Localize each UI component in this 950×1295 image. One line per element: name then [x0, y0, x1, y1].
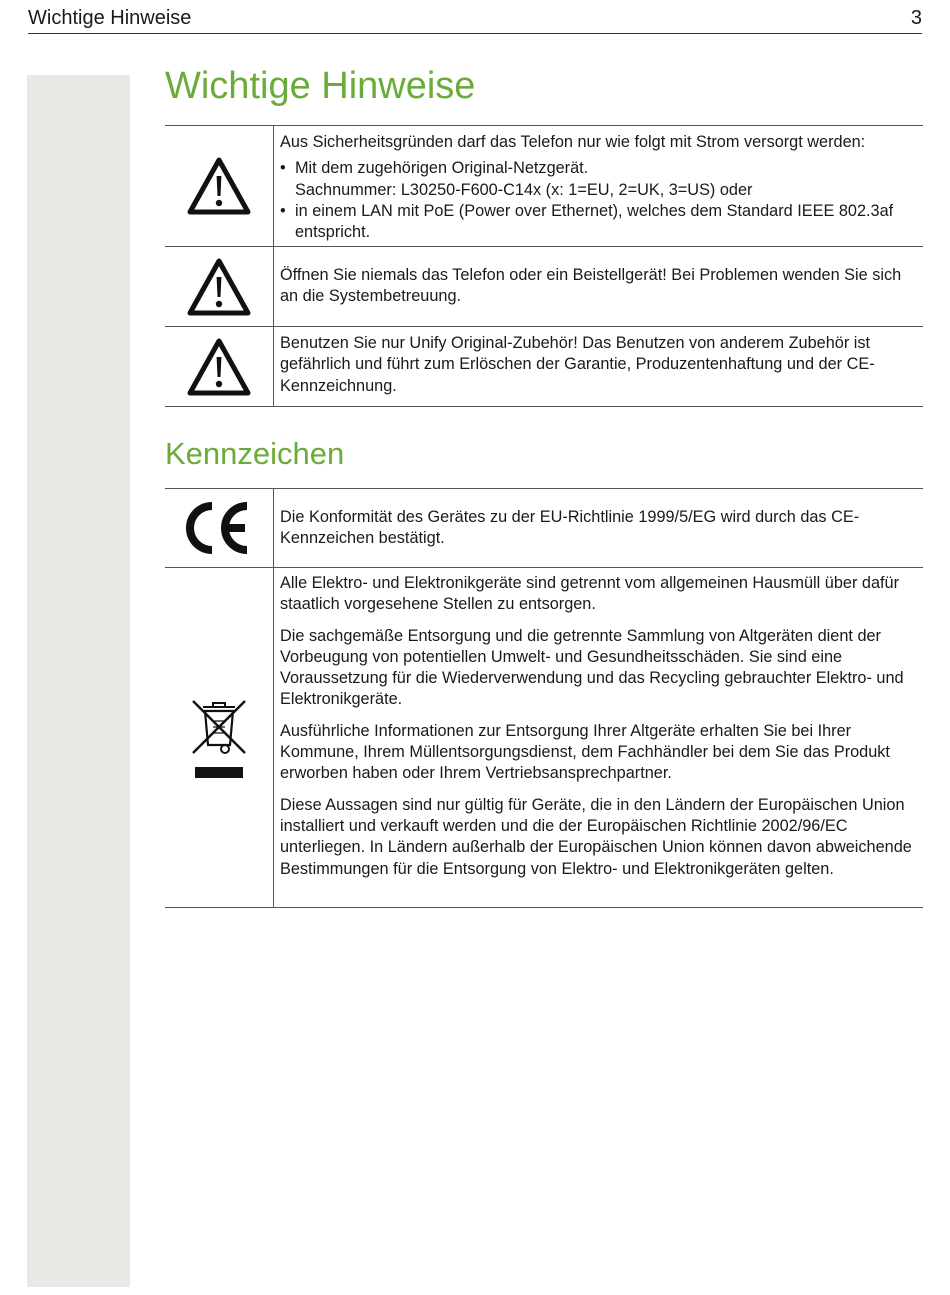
page-number: 3: [910, 7, 922, 29]
warning-icon: [165, 327, 274, 406]
notice-text: Öffnen Sie niemals das Telefon oder ein Beistellgerät! Bei Problemen wenden Sie sich an die Systembetreuung.: [280, 266, 902, 306]
notice-row-power-supply: [165, 126, 923, 247]
marking-text: Die Konformität des Gerätes zu der EU-Richtlinie 1999/5/EG wird durch das CE-Kennzeichen bestätigt.: [280, 508, 860, 548]
power-options-list: [280, 158, 923, 243]
weee-crossed-bin-icon: [165, 568, 274, 907]
weee-paragraph: Ausführliche Informationen zur Entsorgung Ihrer Altgeräte erhalten Sie bei Ihrer Kommune, Ihrem Müllentsorgungsdienst, dem Fachhändler bei dem Sie das Produkt erworben haben oder Ihrem Vertriebsansprechpartner.: [280, 721, 890, 783]
section-title-important-notes: Wichtige Hinweise: [165, 65, 476, 107]
marking-row-weee: [165, 568, 923, 908]
notice-text: Benutzen Sie nur Unify Original-Zubehör! Das Benutzen von anderem Zubehör ist gefährlich und führt zum Erlöschen der Garantie, Produzentenhaftung und der CE-Kennzeichnung.: [280, 334, 875, 395]
important-notes-table: [165, 125, 923, 407]
bullet-line: in einem LAN mit PoE (Power over Ethernet), welches dem Standard IEEE 802.3af entspricht.: [295, 201, 894, 242]
running-header: [28, 6, 922, 34]
weee-paragraph: Die sachgemäße Entsorgung und die getrennte Sammlung von Altgeräten dient der Vorbeugung von potentiellen Umwelt- und Gesundheitsschäden. Sie sind eine Voraussetzung für die Wiederverwendung und das Recycling gebrauchter Elektro- und Elektronikgeräte.: [280, 626, 904, 709]
markings-table: [165, 488, 923, 908]
bullet-line: Sachnummer: L30250-F600-C14x (x: 1=EU, 2=UK, 3=US) oder: [295, 180, 753, 199]
list-item: [280, 158, 923, 201]
running-header-title: Wichtige Hinweise: [28, 7, 192, 29]
margin-bar: [27, 75, 130, 1287]
notice-intro-text: Aus Sicherheitsgründen darf das Telefon nur wie folgt mit Strom versorgt werden:: [280, 133, 866, 151]
list-item: [280, 201, 923, 244]
section-title-markings: Kennzeichen: [165, 436, 345, 471]
marking-row-ce: [165, 489, 923, 568]
ce-mark-icon: [165, 489, 274, 567]
notice-row-do-not-open: [165, 247, 923, 327]
warning-icon: [165, 126, 274, 246]
notice-row-original-accessories: [165, 327, 923, 407]
warning-icon: [165, 247, 274, 326]
bullet-line: Mit dem zugehörigen Original-Netzgerät.: [295, 159, 589, 178]
weee-paragraph: Alle Elektro- und Elektronikgeräte sind getrennt vom allgemeinen Hausmüll über dafür staatlich vorgesehene Stellen zu entsorgen.: [280, 574, 900, 614]
weee-paragraph: Diese Aussagen sind nur gültig für Geräte, die in den Ländern der Europäischen Union installiert und verkauft werden und die der Europäischen Richtlinie 2002/96/EC unterliegen. In Ländern außerhalb der Europäischen Union können davon abweichende Bestimmungen für die Entsorgung von Elektro- und Elektronikgeräten gelten.: [280, 795, 912, 878]
